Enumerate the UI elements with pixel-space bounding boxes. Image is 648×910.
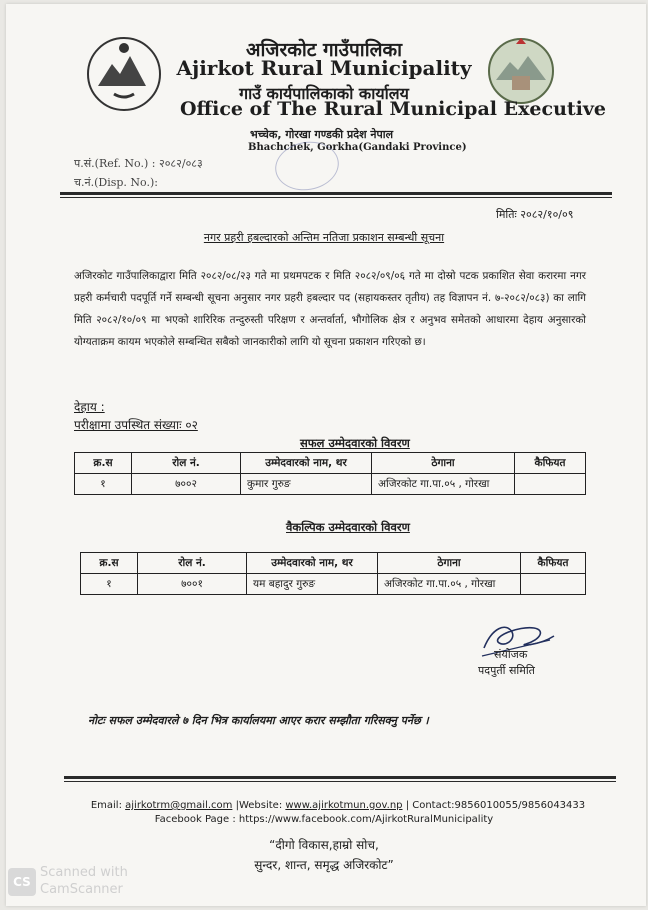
col-remarks: कैफियत (515, 453, 586, 474)
facebook-link: Facebook Page : https://www.facebook.com/AjirkotRuralMunicipality (154, 814, 494, 825)
contact-line: Email: ajirkotrm@gmail.com |Website: www.ajirkotmun.gov.np | Contact:9856010055/9856043433 (90, 800, 586, 811)
municipality-name-en: Ajirkot Rural Municipality (176, 56, 472, 80)
signatory-committee: पदपुर्ती समिति (478, 664, 535, 677)
disp-number: च.नं.(Disp. No.): (74, 176, 158, 189)
motto-line-2: सुन्दर, शान्त, समृद्ध अजिरकोट” (254, 858, 394, 872)
successful-caption: सफल उम्मेदवारको विवरण (300, 436, 410, 450)
cell-roll: ७००१ (138, 574, 247, 595)
cell-address: अजिरकोट गा.पा.०५ , गोरखा (378, 574, 521, 595)
municipality-name-np: अजिरकोट गाउँपालिका (245, 39, 403, 61)
signatory-role: संयोजक (494, 648, 528, 661)
motto-line-1: “दीगो विकास,हाम्रो सोच, (269, 838, 379, 852)
website-link[interactable]: www.ajirkotmun.gov.np (285, 800, 403, 811)
camscanner-watermark: Scanned with CamScanner (40, 865, 128, 897)
alternate-table (80, 552, 586, 595)
successful-table (74, 452, 586, 495)
notice-date: मितिः २०८२/१०/०९ (496, 208, 574, 221)
dehay-label: देहाय : (74, 400, 105, 414)
note: नोटः सफल उम्मेदवारले ७ दिन भित्र कार्यालयमा आएर करार सम्झौता गरिसक्नु पर्नेछ । (88, 714, 429, 727)
ref-number: प.सं.(Ref. No.) : २०८२/०८३ (74, 157, 203, 170)
office-name-np: गाउँ कार्यपालिकाको कार्यालय (239, 84, 409, 103)
col-address: ठेगाना (378, 553, 521, 574)
col-remarks: कैफियत (521, 553, 586, 574)
present-count: परीक्षामा उपस्थित संख्याः ०२ (74, 418, 198, 432)
notice-subject: नगर प्रहरी हबल्दारको अन्तिम नतिजा प्रकाशन सम्बन्धी सूचना (203, 231, 445, 244)
table-header-row (75, 453, 586, 474)
cell-sn: १ (75, 474, 132, 495)
email-link[interactable]: ajirkotrm@gmail.com (125, 800, 233, 811)
header-rule (60, 192, 612, 195)
col-name: उम्मेदवारको नाम, थर (247, 553, 378, 574)
cell-address: अजिरकोट गा.पा.०५ , गोरखा (372, 474, 515, 495)
alternate-caption: वैकल्पिक उम्मेदवारको विवरण (286, 520, 410, 534)
table-header-row (81, 553, 586, 574)
col-roll: रोल नं. (138, 553, 247, 574)
footer-rule-thin (64, 781, 616, 782)
cell-name: यम बहादुर गुरुङ (247, 574, 378, 595)
col-sn: क्र.स (81, 553, 138, 574)
cell-sn: १ (81, 574, 138, 595)
col-address: ठेगाना (372, 453, 515, 474)
col-sn: क्र.स (75, 453, 132, 474)
footer-rule (64, 776, 616, 779)
col-name: उम्मेदवारको नाम, थर (241, 453, 372, 474)
col-roll: रोल नं. (132, 453, 241, 474)
office-name-en: Office of The Rural Municipal Executive (180, 98, 607, 120)
camscanner-icon: CS (8, 868, 36, 896)
table-row (81, 574, 586, 595)
cell-remarks (515, 474, 586, 495)
cell-name: कुमार गुरुङ (241, 474, 372, 495)
cell-roll: ७००२ (132, 474, 241, 495)
header-rule-thin (60, 197, 612, 198)
table-row (75, 474, 586, 495)
address-np: भच्चेक, गोरखा गण्डकी प्रदेश नेपाल (250, 128, 394, 141)
address-en: Bhachchek, Gorkha(Gandaki Province) (248, 142, 467, 153)
cell-remarks (521, 574, 586, 595)
notice-body: अजिरकोट गाउँपालिकाद्वारा मिति २०८२/०८/२३ गते मा प्रथमपटक र मिति २०८२/०९/०६ गते मा दोस्रो पटक प्रकाशित सेवा करारमा नगर प्रहरी कर्मचारी पदपूर्ति गर्ने सम्बन्धी सूचना अनुसार नगर प्रहरी हबल्दार पद (सहायकस्तर तृतीय) तह विज्ञापन नं. ७-२०८२/०८३) का लागि मिति २०८२/१०/०९ मा भएको शारिरिक तन्दुरुस्ती परिक्षण र अन्तर्वार्ता, भौगोलिक क्षेत्र र अनुभव समेतको आधारमा देहाय अनुसारको योग्यताक्रम कायम भएकोले सम्बन्धित सबैको जानकारीको लागि यो सूचना प्रकाशन गरिएको छ। (74, 270, 586, 348)
